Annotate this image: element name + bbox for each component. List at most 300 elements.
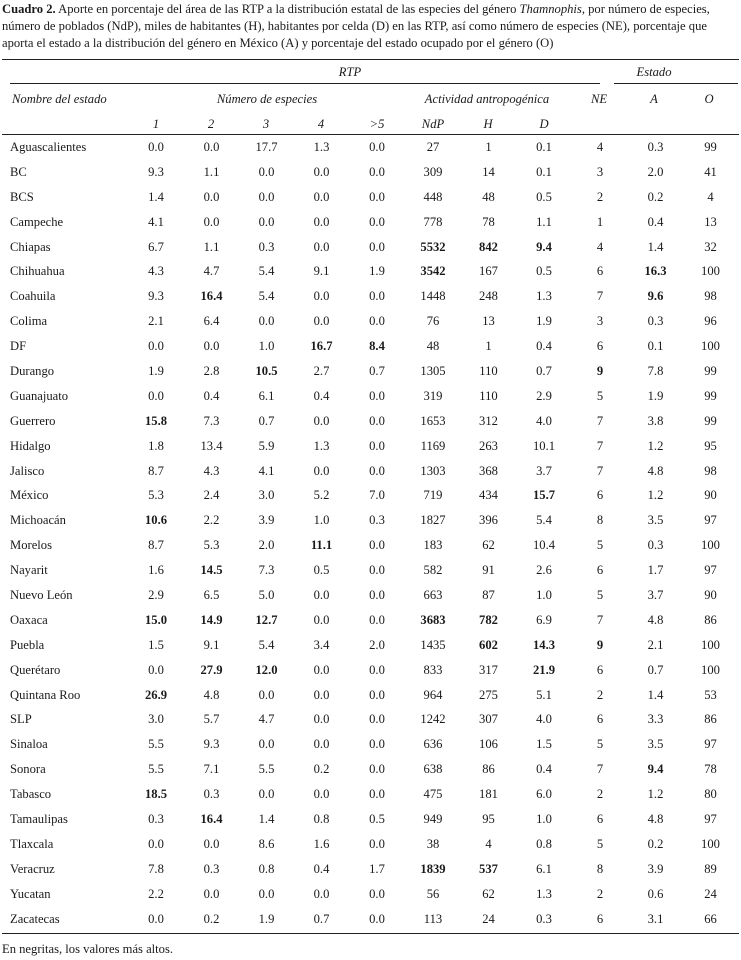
state-name-cell: México xyxy=(10,488,49,503)
cell-species-4: 0.0 xyxy=(313,289,330,304)
cell-species-gt5: 0.5 xyxy=(369,811,385,826)
cell-species-gt5: 7.0 xyxy=(369,488,385,503)
cell-species-4: 5.2 xyxy=(313,488,330,503)
cell-a: 0.1 xyxy=(647,339,664,354)
cell-species-2: 2.2 xyxy=(203,513,220,528)
cell-ne: 2 xyxy=(596,787,604,802)
cell-o: 4 xyxy=(707,189,714,204)
cell-species-gt5: 0.0 xyxy=(369,239,385,254)
cell-species-3: 0.0 xyxy=(258,164,275,179)
cell-species-gt5: 0.0 xyxy=(369,314,385,329)
cell-species-1: 5.5 xyxy=(148,737,164,752)
cell-d: 1.0 xyxy=(536,587,552,602)
cell-species-1: 3.0 xyxy=(148,712,164,727)
cell-ndp: 1839 xyxy=(420,861,446,876)
cell-ne: 9 xyxy=(596,637,604,652)
state-name-cell: Nayarit xyxy=(10,563,48,578)
cell-ndp: 1653 xyxy=(420,413,446,428)
state-name-cell: Sonora xyxy=(10,762,46,777)
cell-d: 6.9 xyxy=(536,612,552,627)
cell-species-3: 1.0 xyxy=(258,339,275,354)
cell-species-1: 4.1 xyxy=(148,214,164,229)
cell-ne: 6 xyxy=(596,662,604,677)
cell-species-3: 2.0 xyxy=(258,538,275,553)
cell-a: 1.4 xyxy=(647,687,664,702)
cell-species-2: 16.4 xyxy=(200,811,223,826)
cell-species-2: 0.3 xyxy=(203,787,220,802)
cell-o: 98 xyxy=(704,463,717,478)
cell-ne: 5 xyxy=(596,836,604,851)
cell-ne: 4 xyxy=(596,239,604,254)
cell-o: 98 xyxy=(704,289,717,304)
cell-h: 368 xyxy=(479,463,498,478)
cell-o: 99 xyxy=(704,139,717,154)
cell-a: 0.2 xyxy=(647,836,664,851)
header-rtp: RTP xyxy=(338,65,362,79)
cell-species-3: 17.7 xyxy=(255,139,278,154)
cell-species-gt5: 0.0 xyxy=(369,737,385,752)
cell-species-4: 11.1 xyxy=(310,538,333,553)
cell-ndp: 56 xyxy=(426,886,440,901)
cell-o: 80 xyxy=(704,787,717,802)
cell-species-3: 0.0 xyxy=(258,214,275,229)
cell-o: 97 xyxy=(704,513,717,528)
cell-h: 263 xyxy=(479,438,498,453)
cell-species-3: 5.0 xyxy=(258,587,275,602)
cell-species-gt5: 0.0 xyxy=(369,787,385,802)
cell-species-gt5: 0.3 xyxy=(369,513,385,528)
cell-d: 5.4 xyxy=(536,513,552,528)
cell-species-2: 0.0 xyxy=(203,214,220,229)
cell-species-2: 1.1 xyxy=(203,164,220,179)
cell-species-gt5: 0.0 xyxy=(369,289,385,304)
table-row xyxy=(0,683,741,708)
cell-a: 0.4 xyxy=(647,214,664,229)
cell-ne: 7 xyxy=(596,463,604,478)
cell-a: 0.6 xyxy=(647,886,664,901)
cell-ne: 9 xyxy=(596,363,604,378)
cell-species-1: 2.1 xyxy=(148,314,164,329)
cell-species-3: 3.9 xyxy=(258,513,275,528)
cell-ndp: 1827 xyxy=(420,513,446,528)
table-row xyxy=(0,284,741,309)
cell-ndp: 475 xyxy=(423,787,443,802)
cell-d: 9.4 xyxy=(536,239,552,254)
state-name-cell: Veracruz xyxy=(10,861,55,876)
cell-species-3: 5.5 xyxy=(258,762,275,777)
table-row xyxy=(0,359,741,384)
cell-species-3: 5.4 xyxy=(258,289,275,304)
cell-d: 6.0 xyxy=(536,787,552,802)
cell-species-1: 15.0 xyxy=(144,612,168,627)
cell-d: 2.6 xyxy=(536,563,552,578)
header-col-ndp: NdP xyxy=(421,117,445,131)
cell-ndp: 448 xyxy=(423,189,443,204)
state-name-cell: Chihuahua xyxy=(10,264,65,279)
cell-species-2: 2.8 xyxy=(203,363,220,378)
cell-species-1: 7.8 xyxy=(148,861,164,876)
cell-species-1: 15.8 xyxy=(144,413,168,428)
cell-ndp: 1303 xyxy=(420,463,446,478)
state-name-cell: Colima xyxy=(10,314,48,329)
cell-h: 842 xyxy=(479,239,498,254)
state-name-cell: Nuevo León xyxy=(10,587,73,602)
cell-species-4: 1.3 xyxy=(313,139,330,154)
cell-species-3: 5.4 xyxy=(258,264,275,279)
cell-species-3: 0.8 xyxy=(258,861,275,876)
cell-h: 434 xyxy=(479,488,498,503)
state-name-cell: Coahuila xyxy=(10,289,56,304)
table-row xyxy=(0,882,741,907)
state-name-cell: BCS xyxy=(10,189,34,204)
cell-ndp: 76 xyxy=(426,314,440,329)
cell-species-3: 0.0 xyxy=(258,737,275,752)
cell-o: 95 xyxy=(704,438,717,453)
cell-h: 62 xyxy=(482,886,495,901)
cell-ndp: 38 xyxy=(426,836,440,851)
cell-species-1: 4.3 xyxy=(148,264,164,279)
cell-ndp: 1242 xyxy=(420,712,446,727)
cell-species-1: 0.0 xyxy=(148,139,164,154)
cell-species-3: 5.4 xyxy=(258,637,275,652)
cell-species-gt5: 1.7 xyxy=(369,861,385,876)
state-name-cell: SLP xyxy=(10,712,32,727)
cell-a: 3.1 xyxy=(647,911,664,926)
cell-d: 3.7 xyxy=(536,463,552,478)
table-row xyxy=(0,558,741,583)
table-row xyxy=(0,384,741,409)
table-row xyxy=(0,459,741,484)
state-name-cell: Zacatecas xyxy=(10,911,60,926)
table-row xyxy=(0,533,741,558)
cell-d: 4.0 xyxy=(536,413,552,428)
table-row xyxy=(0,160,741,185)
caption-text-1: Aporte en porcentaje del área de las RTP a la distribución estatal de las especies del género xyxy=(58,2,520,16)
cell-o: 86 xyxy=(704,712,717,727)
cell-species-1: 1.4 xyxy=(148,189,164,204)
header-col-4: 4 xyxy=(317,117,325,131)
cell-species-4: 0.0 xyxy=(313,687,330,702)
cell-species-2: 0.0 xyxy=(203,836,220,851)
state-name-cell: Puebla xyxy=(10,637,45,652)
table-row xyxy=(0,857,741,882)
header-col-1: 1 xyxy=(152,117,160,131)
cell-species-1: 9.3 xyxy=(148,164,164,179)
cell-species-gt5: 0.0 xyxy=(369,587,385,602)
cell-species-2: 0.0 xyxy=(203,339,220,354)
cell-species-gt5: 0.0 xyxy=(369,139,385,154)
cell-species-1: 0.0 xyxy=(148,339,164,354)
state-name-cell: Guerrero xyxy=(10,413,56,428)
state-name-cell: Campeche xyxy=(10,214,64,229)
table-caption xyxy=(2,1,739,52)
cell-species-3: 4.1 xyxy=(258,463,275,478)
estado-group-rule xyxy=(614,83,738,84)
cell-ndp: 949 xyxy=(423,811,443,826)
cell-h: 24 xyxy=(482,911,495,926)
state-name-cell: Oaxaca xyxy=(10,612,48,627)
cell-species-4: 0.0 xyxy=(313,787,330,802)
cell-a: 1.9 xyxy=(647,388,664,403)
cell-ndp: 833 xyxy=(423,662,443,677)
cell-o: 90 xyxy=(704,488,717,503)
cell-ndp: 113 xyxy=(423,911,443,926)
cell-ndp: 3683 xyxy=(420,612,446,627)
cell-h: 181 xyxy=(479,787,498,802)
cell-ne: 6 xyxy=(596,712,604,727)
cell-a: 4.8 xyxy=(647,811,664,826)
cell-d: 14.3 xyxy=(532,637,556,652)
state-name-cell: BC xyxy=(10,164,27,179)
cell-species-1: 0.0 xyxy=(148,388,164,403)
cell-species-3: 1.9 xyxy=(258,911,275,926)
cell-species-gt5: 0.0 xyxy=(369,388,385,403)
header-state-name: Nombre del estado xyxy=(12,92,107,106)
cell-d: 0.8 xyxy=(536,836,552,851)
cell-species-gt5: 0.0 xyxy=(369,538,385,553)
cell-species-4: 16.7 xyxy=(310,339,333,354)
rtp-group-rule xyxy=(10,83,600,84)
cell-species-4: 9.1 xyxy=(313,264,330,279)
cell-ne: 2 xyxy=(596,687,604,702)
cell-a: 3.3 xyxy=(647,712,664,727)
cell-species-4: 0.0 xyxy=(313,164,330,179)
table-row xyxy=(0,608,741,633)
cell-o: 99 xyxy=(704,363,717,378)
cell-d: 1.3 xyxy=(536,886,552,901)
cell-species-3: 1.4 xyxy=(258,811,275,826)
cell-ndp: 663 xyxy=(423,587,443,602)
cell-ne: 1 xyxy=(596,214,604,229)
cell-o: 99 xyxy=(704,388,717,403)
cell-species-2: 6.5 xyxy=(203,587,220,602)
state-name-cell: Guanajuato xyxy=(10,388,69,403)
table-row xyxy=(0,732,741,757)
cell-species-2: 4.3 xyxy=(203,463,220,478)
cell-species-4: 0.0 xyxy=(313,463,330,478)
header-col-h: H xyxy=(483,117,493,131)
cell-ndp: 719 xyxy=(423,488,443,503)
cell-ndp: 638 xyxy=(423,762,443,777)
state-name-cell: Michoacán xyxy=(10,513,66,528)
cell-ne: 8 xyxy=(596,513,604,528)
cell-species-1: 8.7 xyxy=(148,538,164,553)
cell-ndp: 778 xyxy=(423,214,443,229)
cell-species-4: 0.5 xyxy=(313,563,330,578)
cell-species-3: 0.0 xyxy=(258,314,275,329)
state-name-cell: Tabasco xyxy=(10,787,52,802)
cell-a: 0.7 xyxy=(647,662,664,677)
cell-h: 317 xyxy=(479,662,498,677)
cell-d: 21.9 xyxy=(532,662,556,677)
cell-o: 97 xyxy=(704,737,717,752)
header-estado: Estado xyxy=(636,65,672,79)
cell-o: 53 xyxy=(704,687,717,702)
cell-species-1: 0.0 xyxy=(148,911,164,926)
cell-d: 0.3 xyxy=(536,911,552,926)
cell-species-gt5: 0.0 xyxy=(369,612,385,627)
state-name-cell: DF xyxy=(10,339,27,354)
table-row xyxy=(0,334,741,359)
header-species-count: Número de especies xyxy=(216,92,318,106)
cell-h: 78 xyxy=(482,214,495,229)
state-name-cell: Querétaro xyxy=(10,662,61,677)
cell-o: 97 xyxy=(704,811,717,826)
state-name-cell: Tamaulipas xyxy=(10,811,68,826)
cell-species-1: 1.8 xyxy=(148,438,164,453)
table-row xyxy=(0,807,741,832)
cell-species-1: 2.2 xyxy=(148,886,164,901)
cell-d: 1.9 xyxy=(536,314,552,329)
cell-a: 0.2 xyxy=(647,189,664,204)
table-body xyxy=(0,135,741,932)
cell-d: 2.9 xyxy=(536,388,552,403)
cell-species-4: 0.0 xyxy=(313,413,330,428)
cell-ne: 6 xyxy=(596,488,604,503)
cell-ne: 4 xyxy=(596,139,604,154)
cell-d: 1.3 xyxy=(536,289,552,304)
cell-ne: 5 xyxy=(596,388,604,403)
cell-h: 312 xyxy=(479,413,498,428)
cell-o: 100 xyxy=(701,264,720,279)
table-top-rule xyxy=(2,59,739,60)
cell-h: 86 xyxy=(482,762,495,777)
cell-ne: 7 xyxy=(596,289,604,304)
state-name-cell: Durango xyxy=(10,363,55,378)
table-row xyxy=(0,633,741,658)
cell-d: 1.0 xyxy=(536,811,552,826)
cell-o: 13 xyxy=(704,214,717,229)
cell-h: 110 xyxy=(479,388,498,403)
cell-h: 167 xyxy=(479,264,498,279)
cell-species-4: 0.2 xyxy=(313,762,330,777)
cell-a: 1.2 xyxy=(647,787,664,802)
cell-species-2: 5.3 xyxy=(203,538,220,553)
cell-species-2: 0.3 xyxy=(203,861,220,876)
cell-species-2: 16.4 xyxy=(200,289,223,304)
cell-species-3: 0.0 xyxy=(258,787,275,802)
cell-species-4: 1.3 xyxy=(313,438,330,453)
cell-h: 106 xyxy=(479,737,498,752)
cell-a: 2.1 xyxy=(647,637,664,652)
table-row xyxy=(0,782,741,807)
cell-h: 91 xyxy=(482,563,495,578)
table-row xyxy=(0,707,741,732)
cell-species-2: 5.7 xyxy=(203,712,220,727)
table-row xyxy=(0,907,741,932)
state-name-cell: Quintana Roo xyxy=(10,687,81,702)
cell-ne: 3 xyxy=(596,314,604,329)
cell-a: 1.2 xyxy=(647,438,664,453)
cell-o: 100 xyxy=(701,662,720,677)
cell-species-gt5: 0.0 xyxy=(369,762,385,777)
cell-o: 100 xyxy=(701,637,720,652)
cell-ndp: 582 xyxy=(423,563,443,578)
caption-text-2: por número de especies, número de poblados (NdP), miles de habitantes (H), habitantes por celda (D) en las RTP, así como número de especies (NE), porcentaje que aporta el estado a la distribución del género en México (A) y porcentaje del estado ocupado por el género (O) xyxy=(2,2,710,50)
cell-d: 0.1 xyxy=(536,139,552,154)
cell-d: 0.7 xyxy=(536,363,552,378)
caption-genus: Thamnophis, xyxy=(519,2,585,16)
cell-species-1: 1.9 xyxy=(148,363,164,378)
cell-d: 0.4 xyxy=(536,762,552,777)
cell-a: 1.7 xyxy=(647,563,664,578)
cell-h: 62 xyxy=(482,538,495,553)
table-row xyxy=(0,583,741,608)
cell-a: 3.8 xyxy=(647,413,664,428)
cell-ne: 7 xyxy=(596,612,604,627)
cell-species-4: 0.0 xyxy=(313,886,330,901)
cell-species-1: 5.5 xyxy=(148,762,164,777)
header-col-gt5: >5 xyxy=(369,117,385,131)
cell-species-2: 4.8 xyxy=(203,687,220,702)
cell-species-gt5: 8.4 xyxy=(369,339,385,354)
cell-a: 1.2 xyxy=(647,488,664,503)
cell-a: 7.8 xyxy=(647,363,664,378)
cell-species-1: 10.6 xyxy=(144,513,168,528)
cell-o: 100 xyxy=(701,538,720,553)
cell-d: 10.4 xyxy=(532,538,556,553)
cell-species-4: 0.0 xyxy=(313,612,330,627)
cell-species-4: 0.7 xyxy=(313,911,330,926)
cell-species-2: 2.4 xyxy=(203,488,220,503)
cell-h: 4 xyxy=(485,836,492,851)
state-name-cell: Jalisco xyxy=(10,463,45,478)
cell-species-2: 27.9 xyxy=(200,662,223,677)
cell-species-4: 0.0 xyxy=(313,587,330,602)
cell-ndp: 27 xyxy=(426,139,440,154)
header-col-d: D xyxy=(539,117,549,131)
table-row xyxy=(0,409,741,434)
cell-d: 15.7 xyxy=(532,488,556,503)
data-table xyxy=(0,135,741,932)
cell-d: 6.1 xyxy=(536,861,552,876)
cell-species-gt5: 2.0 xyxy=(369,637,385,652)
cell-species-4: 1.0 xyxy=(313,513,330,528)
cell-a: 0.3 xyxy=(647,314,664,329)
cell-ne: 6 xyxy=(596,264,604,279)
cell-a: 2.0 xyxy=(647,164,664,179)
cell-d: 1.1 xyxy=(536,214,552,229)
cell-ne: 8 xyxy=(596,861,604,876)
cell-h: 307 xyxy=(479,712,498,727)
cell-a: 16.3 xyxy=(644,264,667,279)
cell-species-4: 0.4 xyxy=(313,861,330,876)
cell-species-gt5: 0.0 xyxy=(369,463,385,478)
cell-species-1: 0.3 xyxy=(148,811,164,826)
cell-species-1: 26.9 xyxy=(144,687,168,702)
cell-species-2: 13.4 xyxy=(200,438,223,453)
header-col-2: 2 xyxy=(207,117,215,131)
cell-ndp: 964 xyxy=(423,687,443,702)
cell-ne: 5 xyxy=(596,587,604,602)
cell-species-gt5: 0.0 xyxy=(369,214,385,229)
cell-species-2: 7.3 xyxy=(203,413,220,428)
state-name-cell: Chiapas xyxy=(10,239,51,254)
header-o: O xyxy=(704,92,714,106)
cell-species-3: 8.6 xyxy=(258,836,275,851)
cell-ndp: 48 xyxy=(426,339,440,354)
cell-species-4: 0.0 xyxy=(313,239,330,254)
cell-species-gt5: 0.0 xyxy=(369,662,385,677)
cell-ndp: 319 xyxy=(423,388,443,403)
table-row xyxy=(0,757,741,782)
header-col-3: 3 xyxy=(262,117,270,131)
cell-species-4: 0.0 xyxy=(313,737,330,752)
header-ne: NE xyxy=(590,92,608,106)
cell-species-gt5: 0.7 xyxy=(369,363,385,378)
cell-o: 86 xyxy=(704,612,717,627)
cell-species-1: 18.5 xyxy=(144,787,168,802)
